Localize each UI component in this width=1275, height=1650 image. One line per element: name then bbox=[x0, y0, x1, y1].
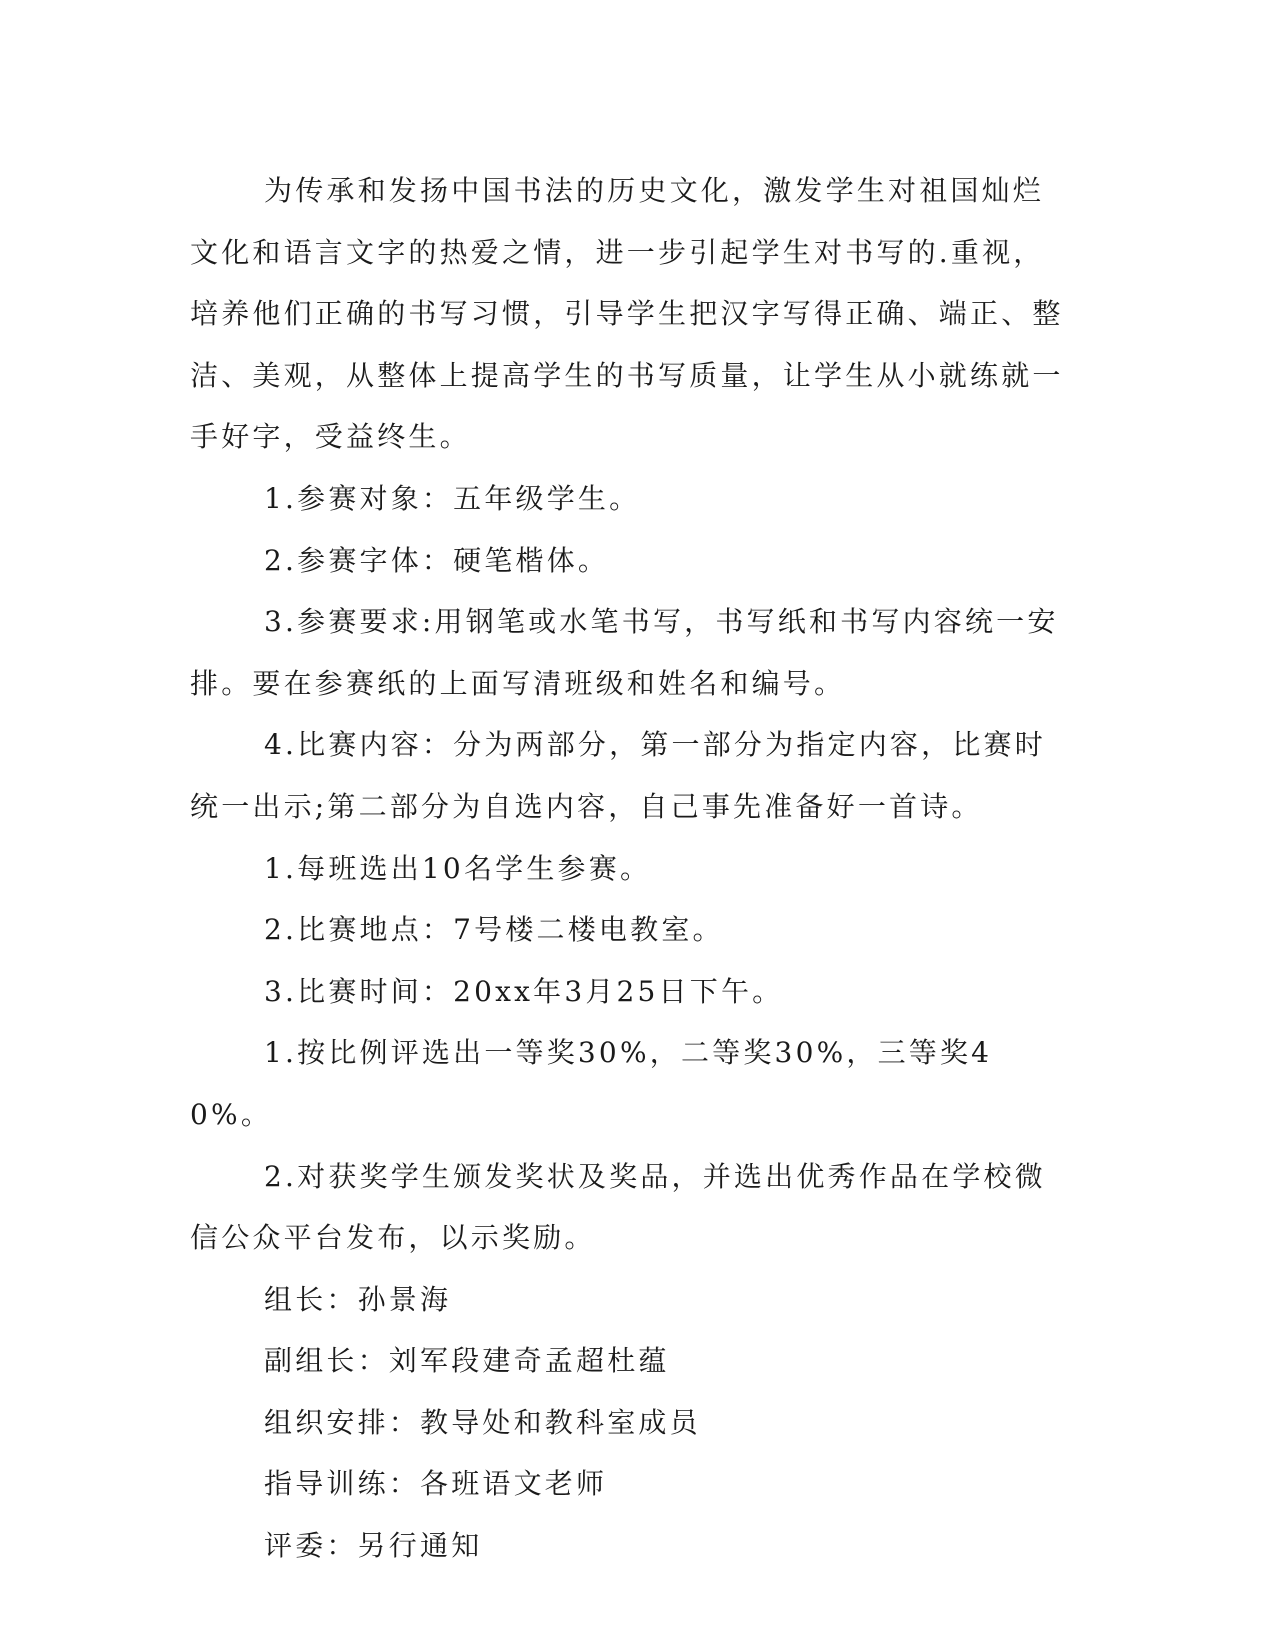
paragraph-intro: 为传承和发扬中国书法的历史文化，激发学生对祖国灿烂文化和语言文字的热爱之情，进一步引起学生对书写的.重视，培养他们正确的书写习惯，引导学生把汉字写得正确、端正、整洁、美观，从整体上提高学生的书写质量，让学生从小就练就一手好字，受益终生。 bbox=[190, 174, 1064, 454]
paragraph-requirements: 3.参赛要求:用钢笔或水笔书写，书写纸和书写内容统一安排。要在参赛纸的上面写清班级和姓名和编号。 bbox=[190, 605, 1059, 700]
paragraph-leader: 组长：孙景海 bbox=[264, 1282, 452, 1316]
document-body bbox=[190, 160, 1070, 1577]
paragraph-class-quota: 1.每班选出10名学生参赛。 bbox=[264, 851, 652, 885]
paragraph-judges: 评委：另行通知 bbox=[264, 1529, 483, 1563]
paragraph-participants: 1.参赛对象：五年级学生。 bbox=[264, 481, 641, 515]
paragraph-font-style: 2.参赛字体：硬笔楷体。 bbox=[264, 543, 610, 577]
paragraph-award-ratio: 1.按比例评选出一等奖30%，二等奖30%，三等奖40%。 bbox=[190, 1036, 993, 1131]
paragraph-time: 3.比赛时间：20xx年3月25日下午。 bbox=[264, 974, 784, 1008]
paragraph-contest-content: 4.比赛内容：分为两部分，第一部分为指定内容，比赛时统一出示;第二部分为自选内容，自己事先准备好一首诗。 bbox=[190, 728, 1046, 823]
paragraph-deputy-leaders: 副组长：刘军段建奇孟超杜蕴 bbox=[264, 1344, 670, 1378]
paragraph-organization: 组织安排：教导处和教科室成员 bbox=[264, 1405, 701, 1439]
paragraph-award-release: 2.对获奖学生颁发奖状及奖品，并选出优秀作品在学校微信公众平台发布，以示奖励。 bbox=[190, 1159, 1046, 1255]
paragraph-location: 2.比赛地点：7号楼二楼电教室。 bbox=[264, 913, 724, 947]
paragraph-guidance: 指导训练：各班语文老师 bbox=[264, 1467, 608, 1501]
